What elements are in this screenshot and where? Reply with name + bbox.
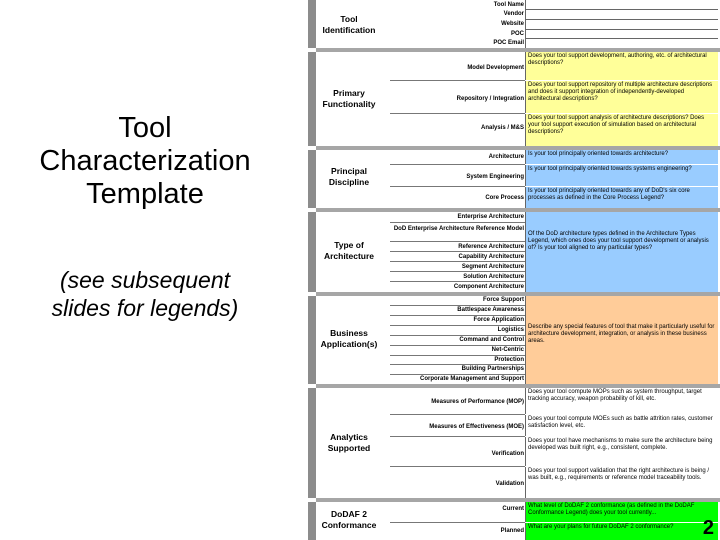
sidebar-bar-analytics [308, 388, 316, 498]
architecture-type-desc: Of the DoD architecture types defined in the Architecture Types Legend, which ones does your tool support development or analysis of? Is your tool aligned to any particular types? [525, 212, 718, 292]
row-label-moe: Measures of Effectiveness (MOE) [429, 424, 524, 430]
row-label-solution-architecture: Solution Architecture [463, 274, 524, 280]
repository-integration-desc: Does your tool support repository of multiple architecture descriptions and does it support integration of independently-developed architectural descriptions? [525, 81, 718, 113]
row-label-system-engineering: System Engineering [466, 174, 524, 180]
sidebar-bar-discipline [308, 150, 316, 208]
planned-conformance-desc: What are your plans for future DoDAF 2 conformance? [525, 523, 718, 540]
slide-subtitle: (see subsequent slides for legends) [51, 267, 239, 321]
row-label-corporate-management: Corporate Management and Support [419, 376, 524, 382]
row-divider [525, 38, 718, 39]
row-divider [525, 9, 718, 10]
row-divider [390, 271, 525, 272]
row-label-building-partnerships: Building Partnerships [461, 366, 524, 372]
section-title-type-of-architecture: Type of Architecture [323, 240, 375, 261]
row-label-force-application: Force Application [473, 317, 524, 323]
row-divider [390, 335, 525, 336]
row-label-repository-integration: Repository / Integration [456, 96, 524, 102]
row-divider [390, 305, 525, 306]
current-conformance-desc: What level of DoDAF 2 conformance (as defined in the DoDAF Conformance Legend) does your tool currently... [525, 502, 718, 522]
row-label-poc-email: POC Email [493, 40, 524, 46]
row-label-validation: Validation [495, 481, 524, 487]
row-divider [390, 355, 525, 356]
row-label-tool-name: Tool Name [493, 2, 524, 8]
row-label-architecture: Architecture [488, 154, 524, 160]
row-divider [390, 80, 525, 81]
section-title-tool-identification: Tool Identification [322, 14, 376, 35]
row-divider [390, 251, 525, 252]
mop-desc: Does your tool compute MOPs such as system throughput, target tracking accuracy, weapon probability of kill, etc. [525, 388, 718, 414]
row-label-mop: Measures of Performance (MOP) [431, 399, 524, 405]
row-divider [390, 241, 525, 242]
row-divider [390, 164, 525, 165]
row-divider [390, 261, 525, 262]
sidebar-bar-business [308, 296, 316, 384]
row-divider [390, 364, 525, 365]
row-label-command-and-control: Command and Control [459, 337, 524, 343]
section-title-principal-discipline: Principal Discipline [328, 166, 370, 187]
tool-name-field[interactable] [525, 0, 718, 9]
sidebar-bar-arch-type [308, 212, 316, 292]
row-label-force-support: Force Support [482, 297, 524, 303]
poc-email-field[interactable] [525, 38, 718, 48]
row-divider [525, 19, 718, 20]
row-label-dod-ea-reference-model: DoD Enterprise Architecture Reference Model [393, 226, 524, 232]
slide-page-number: 2 [702, 517, 714, 539]
vendor-field[interactable] [525, 9, 718, 19]
poc-field[interactable] [525, 29, 718, 38]
sidebar-bar-dodaf [308, 502, 316, 540]
row-label-analysis-ms: Analysis / M&S [480, 125, 524, 131]
sidebar-bar-tool-id [308, 0, 316, 48]
row-label-current: Current [502, 506, 524, 512]
row-label-verification: Verification [491, 451, 524, 457]
core-process-desc: Is your tool principally oriented towards any of DoD's six core processes as defined in the Core Process Legend? [525, 187, 718, 208]
row-label-logistics: Logistics [497, 327, 524, 333]
row-label-poc: POC [510, 31, 524, 37]
row-divider [390, 281, 525, 282]
row-label-component-architecture: Component Architecture [453, 284, 524, 290]
row-label-protection: Protection [494, 357, 524, 363]
model-development-desc: Does your tool support development, authoring, etc. of architectural descriptions? [525, 52, 718, 80]
row-divider [525, 29, 718, 30]
row-divider [390, 522, 525, 523]
row-divider [390, 466, 525, 467]
section-title-dodaf-conformance: DoDAF 2 Conformance [321, 509, 377, 530]
slide-title: Tool Characterization Template [39, 112, 251, 210]
row-label-planned: Planned [500, 528, 524, 534]
row-divider [390, 186, 525, 187]
moe-desc: Does your tool compute MOEs such as battle attrition rates, customer satisfaction level, etc. [525, 415, 718, 436]
row-divider [390, 325, 525, 326]
row-label-segment-architecture: Segment Architecture [461, 264, 524, 270]
sidebar-bar-primary [308, 52, 316, 146]
section-title-business-applications: Business Application(s) [320, 328, 378, 349]
row-label-core-process: Core Process [485, 195, 524, 201]
row-label-vendor: Vendor [503, 11, 524, 17]
verification-desc: Does your tool have mechanisms to make sure the architecture being developed was built right, e.g., consistent, complete. [525, 437, 718, 466]
website-field[interactable] [525, 19, 718, 29]
row-label-reference-architecture: Reference Architecture [458, 244, 524, 250]
row-divider [390, 374, 525, 375]
row-divider [390, 222, 525, 223]
row-divider [390, 113, 525, 114]
row-divider [390, 436, 525, 437]
row-divider [390, 414, 525, 415]
system-engineering-desc: Is your tool principally oriented towards systems engineering? [525, 165, 718, 186]
validation-desc: Does your tool support validation that the right architecture is being / was built, e.g., requirements or reference model traceability tools. [525, 467, 718, 498]
row-label-capability-architecture: Capability Architecture [458, 254, 524, 260]
row-label-model-development: Model Development [467, 65, 524, 71]
section-title-primary-functionality: Primary Functionality [322, 88, 376, 109]
business-applications-desc: Describe any special features of tool that make it particularly useful for architecture development, integration, or analysis in these business areas. [525, 296, 718, 384]
row-label-enterprise-architecture: Enterprise Architecture [457, 214, 524, 220]
architecture-desc: Is your tool principally oriented towards architecture? [525, 150, 718, 164]
analysis-ms-desc: Does your tool support analysis of architecture descriptions? Does your tool support execution of simulation based on architectural descriptions? [525, 114, 718, 146]
row-label-website: Website [501, 21, 524, 27]
row-divider [390, 345, 525, 346]
row-label-battlespace-awareness: Battlespace Awareness [457, 307, 524, 313]
row-label-net-centric: Net-Centric [491, 347, 524, 353]
section-title-analytics-supported: Analytics Supported [327, 432, 371, 453]
row-divider [390, 315, 525, 316]
